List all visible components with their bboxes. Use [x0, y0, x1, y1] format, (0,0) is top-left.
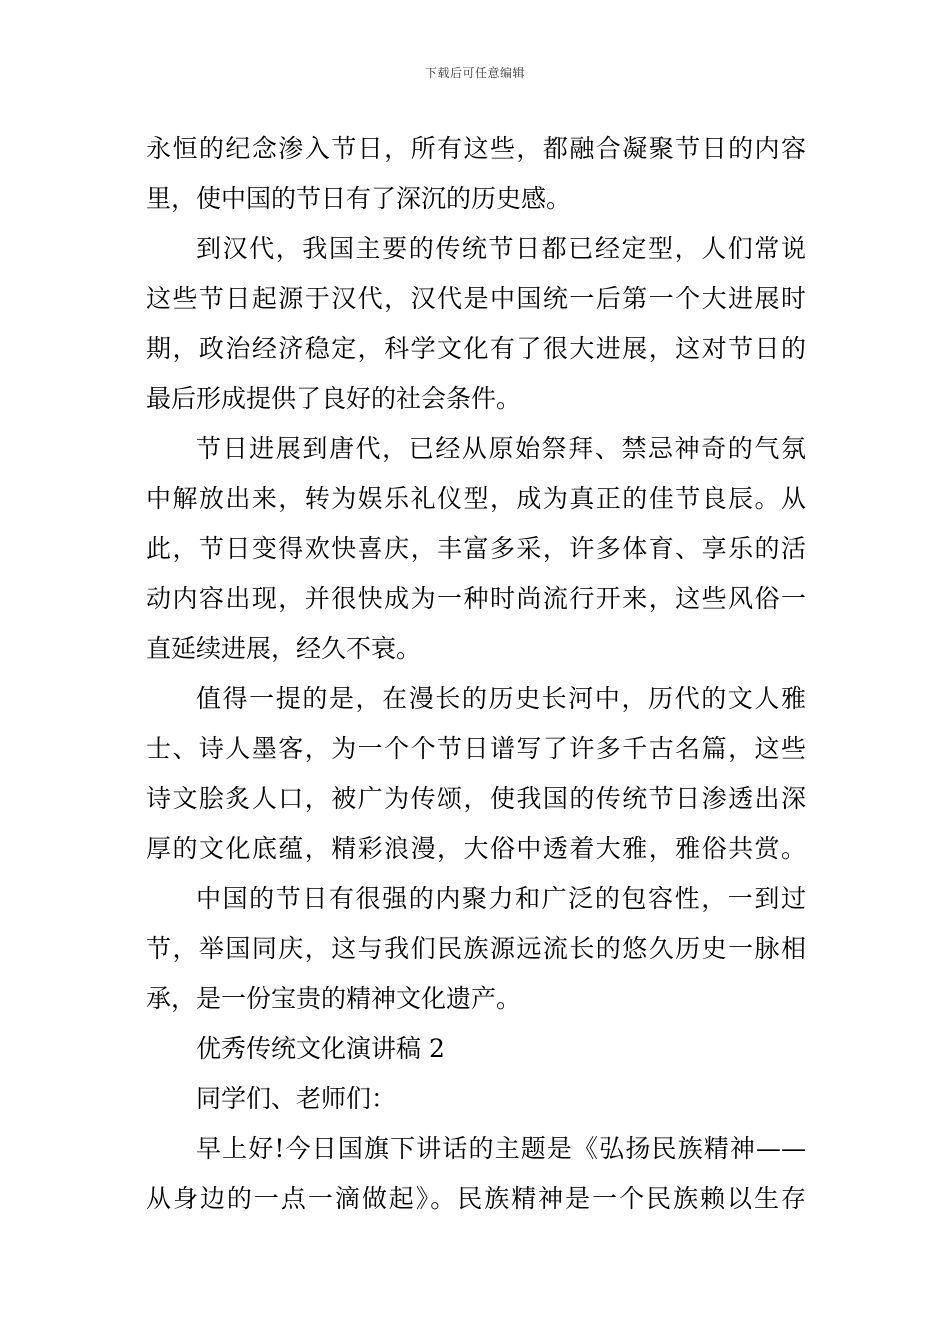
text-line: 早上好!今日国旗下讲话的主题是《弘扬民族精神——: [196, 1134, 806, 1163]
text-line: 士、诗人墨客，为一个个节日谱写了许多千古名篇，这些: [146, 734, 806, 763]
text-line: 期，政治经济稳定，科学文化有了很大进展，这对节日的: [146, 334, 806, 363]
text-line: 从身边的一点一滴做起》。民族精神是一个民族赖以生存: [146, 1184, 806, 1213]
text-line: 承，是一份宝贵的精神文化遗产。: [146, 984, 522, 1013]
body-text: [146, 124, 806, 1224]
text-line: 节，举国同庆，这与我们民族源远流长的悠久历史一脉相: [146, 934, 806, 963]
text-line: 这些节日起源于汉代，汉代是中国统一后第一个大进展时: [146, 284, 806, 313]
text-line: 直延续进展，经久不衰。: [146, 634, 422, 663]
page-header: 下载后可任意编辑: [424, 66, 525, 80]
text-line: 厚的文化底蕴，精彩浪漫，大俗中透着大雅，雅俗共赏。: [146, 834, 806, 863]
text-line: 永恒的纪念渗入节日，所有这些，都融合凝聚节日的内容: [146, 134, 806, 163]
text-line: 同学们、老师们：: [196, 1084, 397, 1113]
text-line: 中解放出来，转为娱乐礼仪型，成为真正的佳节良辰。从: [146, 484, 806, 513]
text-line: 节日进展到唐代，已经从原始祭拜、禁忌神奇的气氛: [196, 434, 806, 463]
text-line: 里，使中国的节日有了深沉的历史感。: [146, 184, 572, 213]
text-line: 此，节日变得欢快喜庆，丰富多采，许多体育、享乐的活: [146, 534, 806, 563]
text-line: 最后形成提供了良好的社会条件。: [146, 384, 522, 413]
text-line: 动内容出现，并很快成为一种时尚流行开来，这些风俗一: [146, 584, 806, 613]
text-line: 到汉代，我国主要的传统节日都已经定型，人们常说: [196, 234, 806, 263]
text-line: 优秀传统文化演讲稿 2: [196, 1034, 445, 1063]
text-line: 诗文脍炙人口，被广为传颂，使我国的传统节日渗透出深: [146, 784, 806, 813]
text-line: 值得一提的是，在漫长的历史长河中，历代的文人雅: [196, 684, 806, 713]
text-line: 中国的节日有很强的内聚力和广泛的包容性，一到过: [196, 884, 806, 913]
